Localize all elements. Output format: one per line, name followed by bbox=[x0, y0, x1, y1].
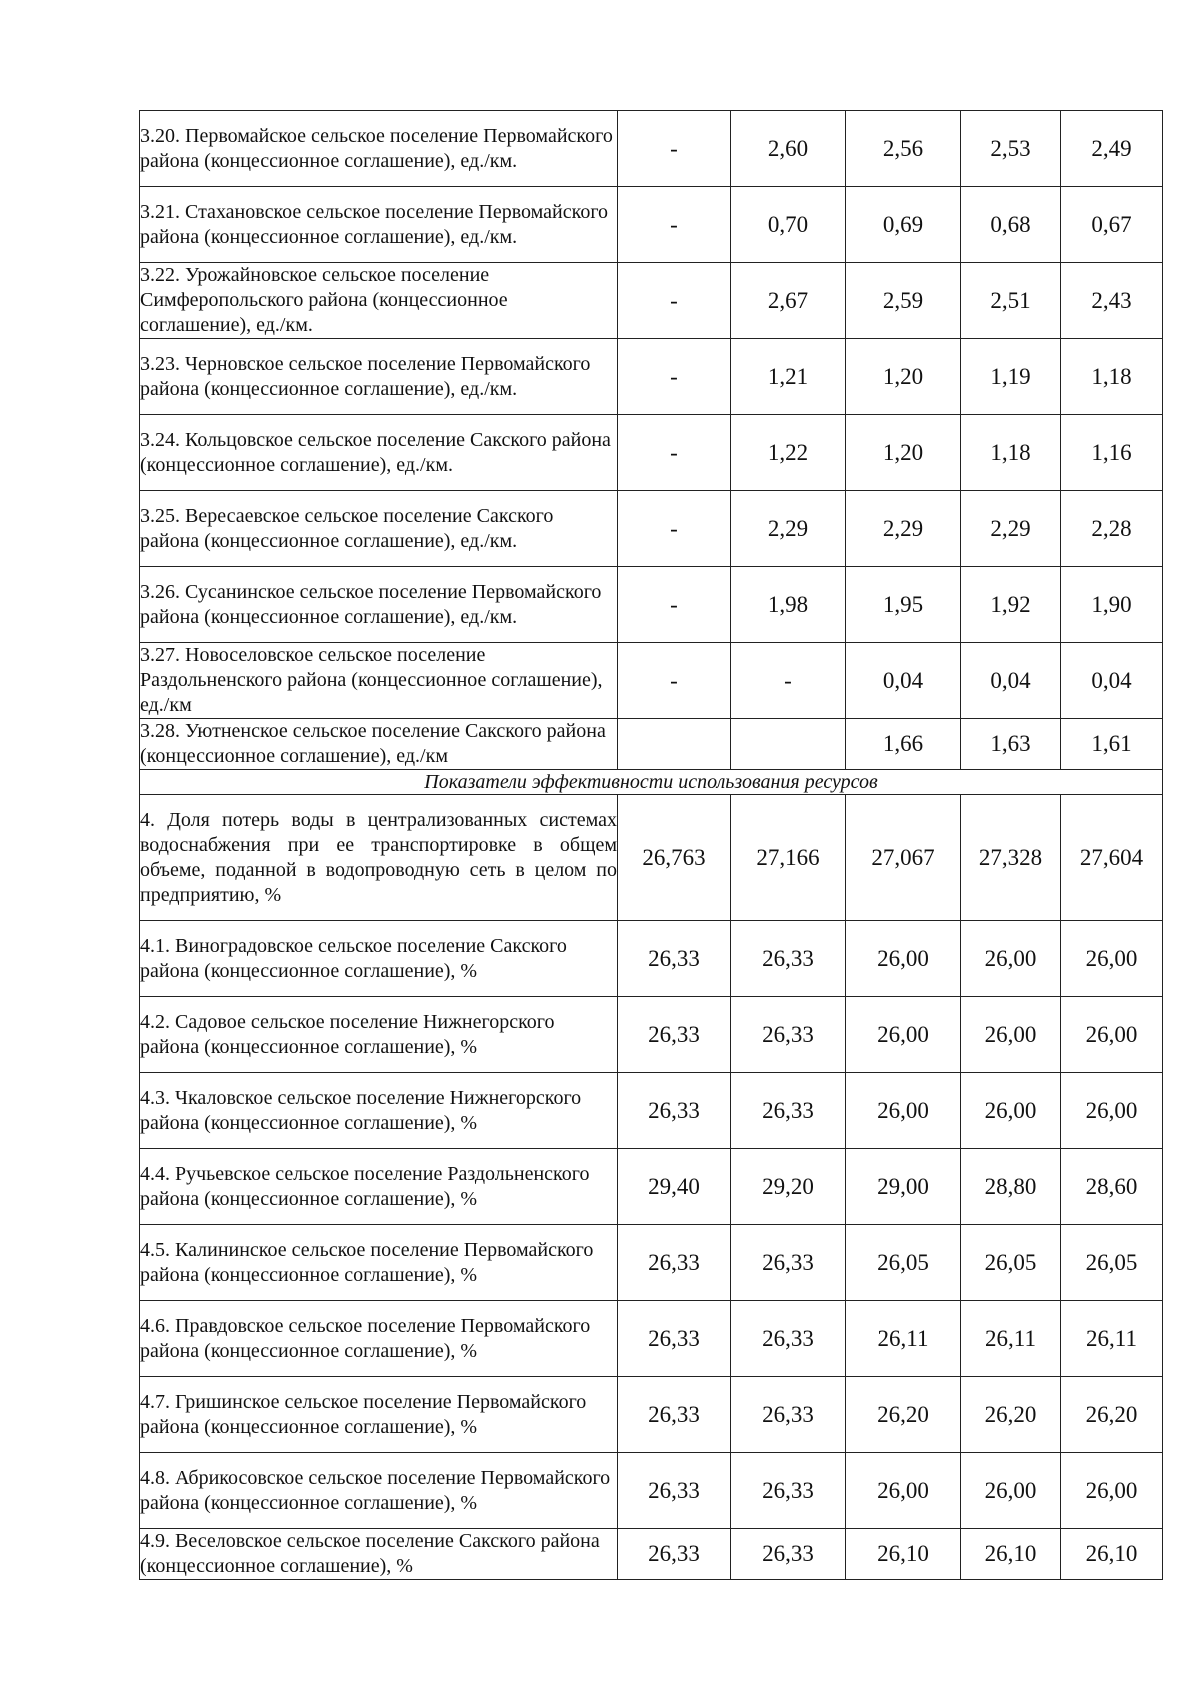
value-cell: 0,68 bbox=[961, 187, 1061, 263]
row-label: 3.23. Черновское сельское поселение Первомайского района (концессионное соглашение), ед./км. bbox=[140, 339, 618, 415]
value-cell: 26,33 bbox=[618, 1301, 731, 1377]
row-label: 3.28. Уютненское сельское поселение Сакского района (концессионное соглашение), ед./км bbox=[140, 719, 618, 770]
value-cell: 0,04 bbox=[961, 643, 1061, 719]
row-label: 4.2. Садовое сельское поселение Нижнегорского района (концессионное соглашение), % bbox=[140, 997, 618, 1073]
value-cell: 26,10 bbox=[1061, 1529, 1163, 1580]
section-heading: Показатели эффективности использования ресурсов bbox=[140, 770, 1163, 795]
row-label: 4.5. Калининское сельское поселение Первомайского района (концессионное соглашение), % bbox=[140, 1225, 618, 1301]
table-row bbox=[140, 795, 1163, 921]
value-cell: 26,33 bbox=[731, 1453, 846, 1529]
row-label: 3.25. Вересаевское сельское поселение Сакского района (концессионное соглашение), ед./км. bbox=[140, 491, 618, 567]
value-cell: 2,60 bbox=[731, 111, 846, 187]
value-cell: 26,763 bbox=[618, 795, 731, 921]
value-cell: 26,33 bbox=[618, 1453, 731, 1529]
value-cell: 2,43 bbox=[1061, 263, 1163, 339]
table-row bbox=[140, 1073, 1163, 1149]
table-row bbox=[140, 1377, 1163, 1453]
table-row bbox=[140, 567, 1163, 643]
value-cell: 2,56 bbox=[846, 111, 961, 187]
value-cell: 1,95 bbox=[846, 567, 961, 643]
table-row bbox=[140, 719, 1163, 770]
value-cell: 0,04 bbox=[1061, 643, 1163, 719]
table-row bbox=[140, 187, 1163, 263]
table-row bbox=[140, 491, 1163, 567]
value-cell: 1,18 bbox=[1061, 339, 1163, 415]
value-cell: 29,00 bbox=[846, 1149, 961, 1225]
value-cell: 2,29 bbox=[731, 491, 846, 567]
table-row bbox=[140, 339, 1163, 415]
value-cell: 2,67 bbox=[731, 263, 846, 339]
table-row bbox=[140, 997, 1163, 1073]
value-cell: - bbox=[618, 491, 731, 567]
value-cell: 1,22 bbox=[731, 415, 846, 491]
row-label: 3.22. Урожайновское сельское поселение Симферопольского района (концессионное соглашение), ед./км. bbox=[140, 263, 618, 339]
value-cell: 26,00 bbox=[1061, 921, 1163, 997]
value-cell: 29,40 bbox=[618, 1149, 731, 1225]
value-cell: 26,00 bbox=[961, 1453, 1061, 1529]
value-cell: 2,59 bbox=[846, 263, 961, 339]
value-cell: 2,28 bbox=[1061, 491, 1163, 567]
value-cell: - bbox=[618, 567, 731, 643]
value-cell: 26,00 bbox=[961, 997, 1061, 1073]
value-cell: 26,33 bbox=[618, 1225, 731, 1301]
row-label: 4.1. Виноградовское сельское поселение Сакского района (концессионное соглашение), % bbox=[140, 921, 618, 997]
value-cell: 26,00 bbox=[846, 1453, 961, 1529]
value-cell: 26,00 bbox=[846, 997, 961, 1073]
value-cell: 26,33 bbox=[731, 1301, 846, 1377]
row-label: 3.20. Первомайское сельское поселение Первомайского района (концессионное соглашение), ед./км. bbox=[140, 111, 618, 187]
value-cell bbox=[731, 719, 846, 770]
value-cell bbox=[618, 719, 731, 770]
value-cell: 1,90 bbox=[1061, 567, 1163, 643]
value-cell: 26,10 bbox=[961, 1529, 1061, 1580]
value-cell: 26,20 bbox=[961, 1377, 1061, 1453]
value-cell: 2,49 bbox=[1061, 111, 1163, 187]
value-cell: 27,067 bbox=[846, 795, 961, 921]
value-cell: 26,20 bbox=[1061, 1377, 1163, 1453]
value-cell: - bbox=[618, 415, 731, 491]
value-cell: 27,604 bbox=[1061, 795, 1163, 921]
value-cell: 1,18 bbox=[961, 415, 1061, 491]
value-cell: - bbox=[618, 187, 731, 263]
row-label: 4. Доля потерь воды в централизованных системах водоснабжения при ее транспортировке в общем объеме, поданной в водопроводную сеть в целом по предприятию, % bbox=[140, 795, 618, 921]
table-row bbox=[140, 415, 1163, 491]
value-cell: 1,16 bbox=[1061, 415, 1163, 491]
value-cell: 26,10 bbox=[846, 1529, 961, 1580]
row-label: 3.24. Кольцовское сельское поселение Сакского района (концессионное соглашение), ед./км. bbox=[140, 415, 618, 491]
row-label: 3.27. Новоселовское сельское поселение Раздольненского района (концессионное соглашение), ед./км bbox=[140, 643, 618, 719]
row-label: 4.6. Правдовское сельское поселение Первомайского района (концессионное соглашение), % bbox=[140, 1301, 618, 1377]
value-cell: 26,11 bbox=[1061, 1301, 1163, 1377]
value-cell: 29,20 bbox=[731, 1149, 846, 1225]
section-row bbox=[140, 770, 1163, 795]
value-cell: 26,00 bbox=[1061, 1453, 1163, 1529]
value-cell: 26,00 bbox=[846, 1073, 961, 1149]
value-cell: 1,21 bbox=[731, 339, 846, 415]
value-cell: 2,29 bbox=[961, 491, 1061, 567]
value-cell: 26,00 bbox=[961, 921, 1061, 997]
table-row bbox=[140, 1225, 1163, 1301]
value-cell: 26,33 bbox=[618, 921, 731, 997]
value-cell: 26,00 bbox=[1061, 1073, 1163, 1149]
value-cell: 26,00 bbox=[961, 1073, 1061, 1149]
value-cell: - bbox=[618, 111, 731, 187]
value-cell: 1,20 bbox=[846, 339, 961, 415]
row-label: 4.9. Веселовское сельское поселение Сакского района (концессионное соглашение), % bbox=[140, 1529, 618, 1580]
value-cell: 26,33 bbox=[731, 921, 846, 997]
row-label: 4.4. Ручьевское сельское поселение Раздольненского района (концессионное соглашение), % bbox=[140, 1149, 618, 1225]
indicators-table bbox=[139, 110, 1163, 1580]
value-cell: - bbox=[618, 339, 731, 415]
value-cell: 26,33 bbox=[618, 997, 731, 1073]
value-cell: 0,67 bbox=[1061, 187, 1163, 263]
value-cell: 27,166 bbox=[731, 795, 846, 921]
value-cell: 27,328 bbox=[961, 795, 1061, 921]
value-cell: 1,98 bbox=[731, 567, 846, 643]
value-cell: 26,00 bbox=[846, 921, 961, 997]
row-label: 3.26. Сусанинское сельское поселение Первомайского района (концессионное соглашение), ед./км. bbox=[140, 567, 618, 643]
value-cell: 26,33 bbox=[731, 997, 846, 1073]
value-cell: 26,11 bbox=[846, 1301, 961, 1377]
value-cell: 26,33 bbox=[731, 1073, 846, 1149]
value-cell: 28,80 bbox=[961, 1149, 1061, 1225]
table-row bbox=[140, 921, 1163, 997]
table-row bbox=[140, 1529, 1163, 1580]
row-label: 4.7. Гришинское сельское поселение Первомайского района (концессионное соглашение), % bbox=[140, 1377, 618, 1453]
value-cell: 26,00 bbox=[1061, 997, 1163, 1073]
value-cell: 1,20 bbox=[846, 415, 961, 491]
value-cell: 2,53 bbox=[961, 111, 1061, 187]
table-row bbox=[140, 263, 1163, 339]
table-row bbox=[140, 643, 1163, 719]
value-cell: 26,33 bbox=[618, 1073, 731, 1149]
value-cell: 26,33 bbox=[731, 1225, 846, 1301]
value-cell: 26,05 bbox=[846, 1225, 961, 1301]
value-cell: 2,29 bbox=[846, 491, 961, 567]
value-cell: - bbox=[618, 263, 731, 339]
value-cell: 28,60 bbox=[1061, 1149, 1163, 1225]
value-cell: 1,92 bbox=[961, 567, 1061, 643]
value-cell: 26,20 bbox=[846, 1377, 961, 1453]
value-cell: - bbox=[731, 643, 846, 719]
row-label: 3.21. Стахановское сельское поселение Первомайского района (концессионное соглашение), ед./км. bbox=[140, 187, 618, 263]
value-cell: 26,33 bbox=[731, 1529, 846, 1580]
value-cell: 26,05 bbox=[961, 1225, 1061, 1301]
value-cell: 26,33 bbox=[731, 1377, 846, 1453]
value-cell: 26,33 bbox=[618, 1377, 731, 1453]
value-cell: 1,63 bbox=[961, 719, 1061, 770]
table-row bbox=[140, 1453, 1163, 1529]
value-cell: 1,19 bbox=[961, 339, 1061, 415]
value-cell: 26,11 bbox=[961, 1301, 1061, 1377]
value-cell: 1,61 bbox=[1061, 719, 1163, 770]
value-cell: 1,66 bbox=[846, 719, 961, 770]
value-cell: 0,04 bbox=[846, 643, 961, 719]
value-cell: 26,05 bbox=[1061, 1225, 1163, 1301]
value-cell: - bbox=[618, 643, 731, 719]
value-cell: 0,70 bbox=[731, 187, 846, 263]
table-row bbox=[140, 1149, 1163, 1225]
table-row bbox=[140, 111, 1163, 187]
value-cell: 0,69 bbox=[846, 187, 961, 263]
value-cell: 26,33 bbox=[618, 1529, 731, 1580]
value-cell: 2,51 bbox=[961, 263, 1061, 339]
row-label: 4.3. Чкаловское сельское поселение Нижнегорского района (концессионное соглашение), % bbox=[140, 1073, 618, 1149]
table-row bbox=[140, 1301, 1163, 1377]
row-label: 4.8. Абрикосовское сельское поселение Первомайского района (концессионное соглашение), % bbox=[140, 1453, 618, 1529]
